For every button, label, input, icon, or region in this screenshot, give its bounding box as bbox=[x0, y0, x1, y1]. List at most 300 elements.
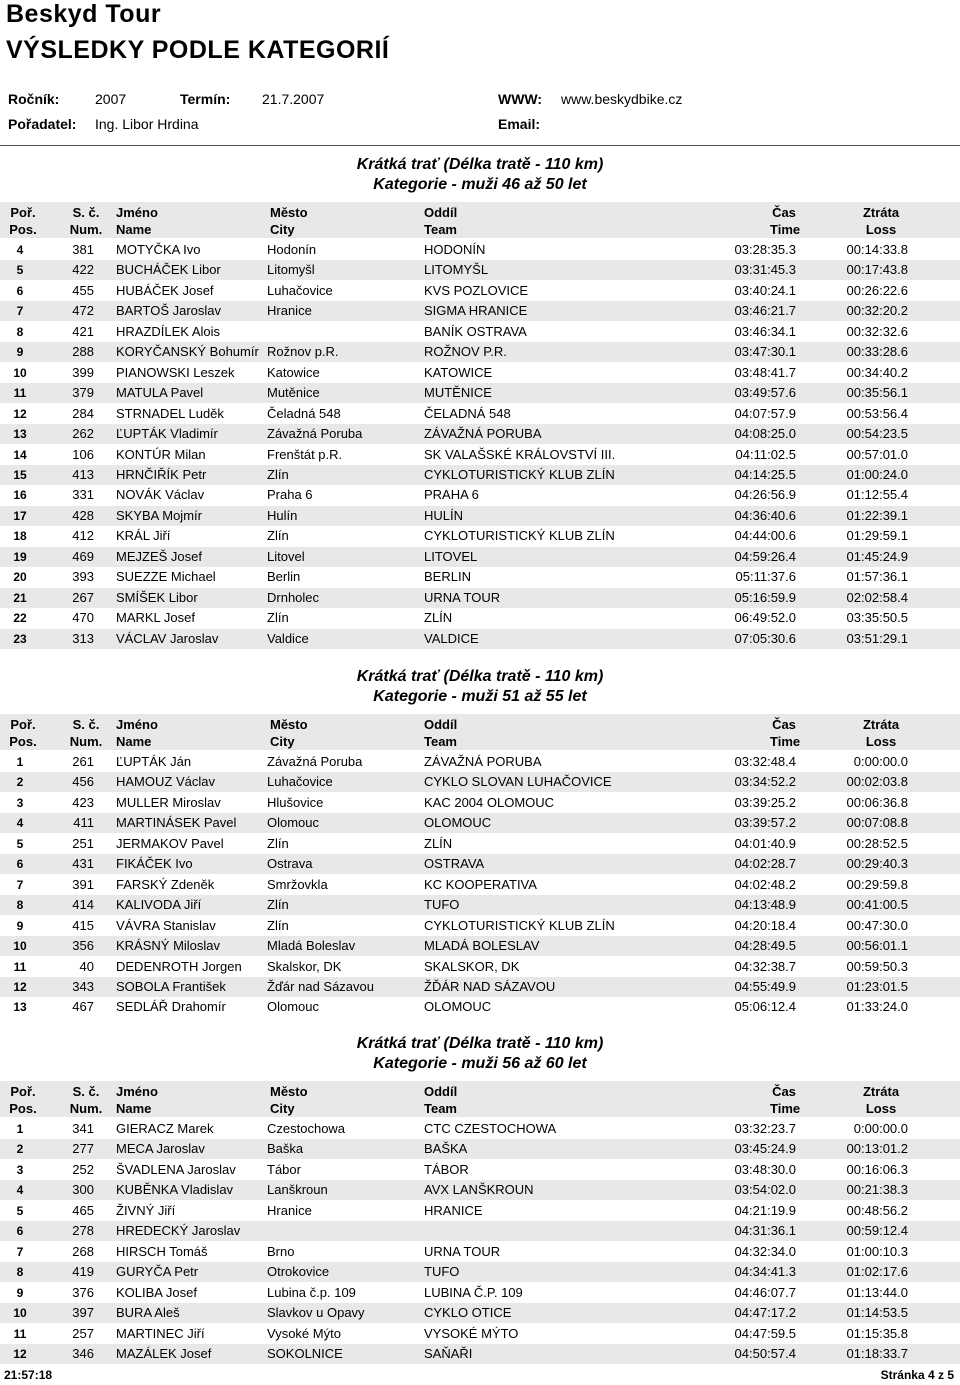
cell-loss: 00:34:40.2 bbox=[846, 364, 908, 380]
cell-num: 379 bbox=[72, 385, 94, 401]
column-header-name-cz: Jméno bbox=[116, 717, 158, 732]
cell-loss: 0:00:00.0 bbox=[853, 754, 908, 769]
cell-team: CYKLOTURISTICKÝ KLUB ZLÍN bbox=[424, 917, 615, 933]
cell-pos: 12 bbox=[13, 979, 27, 994]
cell-name: ĽUPTÁK Vladimír bbox=[116, 426, 218, 442]
column-header-time-en: Time bbox=[770, 1101, 801, 1116]
cell-num: 343 bbox=[72, 978, 94, 994]
cell-num: 252 bbox=[72, 1161, 94, 1177]
cell-name: ĽUPTÁK Ján bbox=[116, 754, 192, 769]
cell-city: Lubina č.p. 109 bbox=[267, 1284, 356, 1300]
cell-team: HRANICE bbox=[424, 1202, 483, 1218]
cell-pos: 4 bbox=[16, 243, 24, 257]
table-row bbox=[0, 465, 960, 485]
table-row bbox=[0, 997, 960, 1017]
cell-name: HRAZDÍLEK Alois bbox=[116, 323, 221, 339]
table-row bbox=[0, 506, 960, 526]
cell-city: Lanškroun bbox=[267, 1182, 328, 1198]
cell-city: Tábor bbox=[267, 1161, 301, 1177]
table-row bbox=[0, 793, 960, 813]
cell-team: LUBINA Č.P. 109 bbox=[424, 1284, 523, 1300]
cell-city: Praha 6 bbox=[267, 487, 313, 503]
cell-team: ŽĎÁR NAD SÁZAVOU bbox=[424, 978, 556, 994]
column-header-time-en: Time bbox=[770, 734, 801, 749]
cell-loss: 01:33:24.0 bbox=[846, 999, 908, 1015]
cell-name: FARSKÝ Zdeněk bbox=[116, 876, 215, 892]
table-row bbox=[0, 813, 960, 833]
column-header-loss-cz: Ztráta bbox=[862, 717, 900, 732]
cell-pos: 5 bbox=[16, 263, 24, 278]
poradatel-value: Ing. Libor Hrdina bbox=[95, 116, 199, 132]
cell-loss: 01:14:53.5 bbox=[846, 1305, 908, 1321]
cell-num: 268 bbox=[72, 1243, 94, 1259]
cell-city: Ostrava bbox=[267, 856, 313, 872]
table-row bbox=[0, 629, 960, 649]
table-row bbox=[0, 977, 960, 997]
column-header-team-cz: Oddíl bbox=[424, 205, 458, 220]
cell-num: 106 bbox=[72, 446, 94, 462]
cell-team: TUFO bbox=[424, 897, 460, 913]
cell-pos: 20 bbox=[13, 570, 27, 585]
cell-num: 415 bbox=[72, 917, 94, 933]
termin-value: 21.7.2007 bbox=[262, 91, 325, 107]
cell-city: Hranice bbox=[267, 1202, 312, 1218]
cell-city: Žďár nad Sázavou bbox=[267, 978, 374, 994]
cell-pos: 22 bbox=[13, 611, 27, 626]
table-row bbox=[0, 916, 960, 936]
table-row bbox=[0, 383, 960, 403]
cell-pos: 7 bbox=[16, 304, 24, 319]
cell-time: 03:47:30.1 bbox=[734, 344, 796, 360]
cell-loss: 00:53:56.4 bbox=[846, 405, 908, 421]
cell-time: 04:34:41.3 bbox=[734, 1264, 796, 1280]
column-header-loss-cz: Ztráta bbox=[862, 205, 900, 220]
table-row bbox=[0, 1283, 960, 1303]
table-row bbox=[0, 1303, 960, 1323]
cell-city: Zlín bbox=[267, 466, 289, 482]
cell-name: KRÁSNÝ Miloslav bbox=[116, 938, 221, 954]
cell-city: Czestochowa bbox=[267, 1121, 346, 1136]
cell-loss: 01:22:39.1 bbox=[846, 507, 908, 523]
cell-team: BAŠKA bbox=[424, 1141, 468, 1157]
cell-pos: 4 bbox=[16, 816, 24, 831]
cell-pos: 3 bbox=[16, 1162, 24, 1177]
table-row bbox=[0, 1221, 960, 1241]
table-row bbox=[0, 834, 960, 854]
cell-team: TUFO bbox=[424, 1264, 460, 1280]
cell-team: OLOMOUC bbox=[424, 815, 492, 831]
cell-time: 04:32:38.7 bbox=[734, 958, 796, 974]
cell-loss: 00:32:20.2 bbox=[846, 303, 908, 319]
column-header-time-cz: Čas bbox=[772, 205, 796, 220]
cell-pos: 21 bbox=[13, 590, 27, 605]
cell-loss: 00:32:32.6 bbox=[846, 323, 908, 339]
cell-loss: 01:29:59.1 bbox=[846, 528, 908, 544]
cell-name: KORYČANSKÝ Bohumír bbox=[116, 344, 259, 360]
cell-num: 455 bbox=[72, 282, 94, 298]
cell-name: SUEZZE Michael bbox=[116, 569, 216, 585]
cell-pos: 9 bbox=[16, 345, 24, 360]
table-row bbox=[0, 588, 960, 608]
cell-city: Zlín bbox=[267, 917, 289, 933]
column-header-num-en: Num. bbox=[69, 734, 103, 749]
table-row bbox=[0, 547, 960, 567]
cell-time: 04:55:49.9 bbox=[734, 978, 796, 994]
column-header-city-en: City bbox=[270, 734, 295, 749]
cell-name: MATULA Pavel bbox=[116, 385, 204, 401]
cell-num: 262 bbox=[72, 426, 94, 442]
cell-time: 03:34:52.2 bbox=[734, 774, 796, 790]
cell-time: 04:07:57.9 bbox=[734, 405, 796, 421]
table-row bbox=[0, 752, 960, 772]
cell-num: 421 bbox=[72, 323, 94, 339]
cell-num: 40 bbox=[79, 958, 94, 974]
cell-name: MARTINEC Jiří bbox=[116, 1325, 205, 1341]
section-category-title: Kategorie - muži 46 až 50 let bbox=[373, 176, 587, 193]
table-row bbox=[0, 1180, 960, 1200]
cell-city: Luhačovice bbox=[267, 282, 333, 298]
cell-city: Olomouc bbox=[267, 999, 320, 1015]
column-header-pos-en: Pos. bbox=[9, 734, 37, 749]
cell-time: 03:46:34.1 bbox=[734, 323, 796, 339]
cell-team: ZLÍN bbox=[424, 610, 453, 626]
cell-name: HIRSCH Tomáš bbox=[116, 1243, 208, 1259]
cell-loss: 00:41:00.5 bbox=[846, 897, 908, 913]
cell-team: OLOMOUC bbox=[424, 999, 492, 1015]
cell-num: 414 bbox=[72, 897, 94, 913]
cell-name: BARTOŠ Jaroslav bbox=[116, 303, 222, 319]
table-header bbox=[0, 202, 960, 238]
cell-time: 04:32:34.0 bbox=[734, 1243, 796, 1259]
section-track-title: Krátká trať (Délka tratě - 110 km) bbox=[356, 1035, 604, 1052]
cell-loss: 01:57:36.1 bbox=[846, 569, 908, 585]
cell-num: 399 bbox=[72, 364, 94, 380]
cell-team: URNA TOUR bbox=[424, 1243, 501, 1259]
cell-team: MUTĚNICE bbox=[424, 385, 492, 401]
table-row bbox=[0, 445, 960, 465]
cell-time: 03:39:25.2 bbox=[734, 794, 796, 810]
cell-num: 469 bbox=[72, 548, 94, 564]
table-header bbox=[0, 714, 960, 750]
column-header-name-en: Name bbox=[116, 734, 152, 749]
cell-loss: 02:02:58.4 bbox=[846, 589, 908, 605]
cell-num: 278 bbox=[72, 1223, 94, 1239]
cell-team: SKALSKOR, DK bbox=[424, 958, 520, 974]
cell-name: HRNČIŘÍK Petr bbox=[116, 466, 207, 482]
cell-city: Drnholec bbox=[267, 589, 320, 605]
cell-pos: 13 bbox=[13, 1000, 27, 1015]
cell-name: KOLIBA Josef bbox=[116, 1284, 197, 1300]
cell-pos: 6 bbox=[16, 1224, 24, 1239]
cell-time: 03:32:48.4 bbox=[734, 754, 796, 769]
cell-name: MULLER Miroslav bbox=[116, 794, 221, 810]
table-row bbox=[0, 772, 960, 792]
cell-loss: 00:28:52.5 bbox=[846, 835, 908, 851]
table-row bbox=[0, 1344, 960, 1364]
page-title: Beskyd Tour bbox=[6, 0, 162, 28]
cell-loss: 00:48:56.2 bbox=[846, 1202, 908, 1218]
column-header-team-en: Team bbox=[424, 734, 457, 749]
cell-time: 04:44:00.6 bbox=[734, 528, 796, 544]
cell-num: 393 bbox=[72, 569, 94, 585]
cell-time: 03:39:57.2 bbox=[734, 815, 796, 831]
cell-team: URNA TOUR bbox=[424, 589, 501, 605]
cell-city: Baška bbox=[267, 1141, 304, 1157]
cell-city: Slavkov u Opavy bbox=[267, 1305, 365, 1321]
cell-team: ZÁVAŽNÁ PORUBA bbox=[424, 754, 542, 769]
cell-loss: 00:59:12.4 bbox=[846, 1223, 908, 1239]
table-row bbox=[0, 1262, 960, 1282]
cell-pos: 9 bbox=[16, 918, 24, 933]
cell-team: BANÍK OSTRAVA bbox=[424, 323, 527, 339]
section-category-title: Kategorie - muži 56 až 60 let bbox=[373, 1055, 587, 1072]
cell-num: 267 bbox=[72, 589, 94, 605]
cell-loss: 01:12:55.4 bbox=[846, 487, 908, 503]
cell-loss: 0:00:00.0 bbox=[853, 1121, 908, 1136]
cell-name: MAZÁLEK Josef bbox=[116, 1345, 212, 1361]
cell-team: SAŇAŘI bbox=[424, 1345, 473, 1361]
cell-loss: 00:56:01.1 bbox=[846, 938, 908, 954]
cell-city: Litomyšl bbox=[267, 262, 315, 278]
table-row bbox=[0, 301, 960, 321]
table-row bbox=[0, 875, 960, 895]
rocnik-label: Ročník: bbox=[8, 91, 60, 107]
cell-time: 04:31:36.1 bbox=[734, 1223, 796, 1239]
cell-num: 381 bbox=[72, 242, 94, 257]
cell-team: LITOMYŠL bbox=[424, 262, 489, 278]
cell-time: 04:28:49.5 bbox=[734, 938, 796, 954]
table-row bbox=[0, 404, 960, 424]
table-row bbox=[0, 322, 960, 342]
cell-num: 376 bbox=[72, 1284, 94, 1300]
cell-pos: 11 bbox=[13, 1326, 27, 1341]
cell-num: 277 bbox=[72, 1141, 94, 1157]
cell-pos: 3 bbox=[16, 795, 24, 810]
cell-pos: 8 bbox=[16, 1265, 24, 1280]
rocnik-value: 2007 bbox=[95, 91, 127, 107]
cell-time: 06:49:52.0 bbox=[734, 610, 796, 626]
cell-num: 261 bbox=[72, 754, 94, 769]
cell-city: Zlín bbox=[267, 610, 289, 626]
cell-city: Zlín bbox=[267, 528, 289, 544]
column-header-team-cz: Oddíl bbox=[424, 717, 458, 732]
cell-city: Hulín bbox=[267, 507, 298, 523]
table-row bbox=[0, 526, 960, 546]
cell-team: CYKLO OTICE bbox=[424, 1305, 512, 1321]
column-header-city-cz: Město bbox=[270, 1084, 308, 1099]
column-header-num-en: Num. bbox=[69, 222, 103, 237]
cell-city: Závažná Poruba bbox=[267, 426, 363, 442]
cell-name: KALIVODA Jiří bbox=[116, 897, 202, 913]
column-header-team-cz: Oddíl bbox=[424, 1084, 458, 1099]
cell-loss: 00:54:23.5 bbox=[846, 426, 908, 442]
section-track-title: Krátká trať (Délka tratě - 110 km) bbox=[356, 156, 604, 173]
column-header-loss-en: Loss bbox=[865, 1101, 897, 1116]
cell-name: HUBÁČEK Josef bbox=[116, 282, 214, 298]
cell-city: Litovel bbox=[267, 548, 305, 564]
cell-pos: 9 bbox=[16, 1285, 24, 1300]
cell-num: 341 bbox=[72, 1121, 94, 1136]
cell-city: Katowice bbox=[267, 364, 320, 380]
table-row bbox=[0, 424, 960, 444]
cell-team: CYKLO SLOVAN LUHAČOVICE bbox=[424, 774, 612, 790]
cell-name: GURYČA Petr bbox=[116, 1264, 199, 1280]
column-header-city-cz: Město bbox=[270, 717, 308, 732]
cell-time: 04:02:28.7 bbox=[734, 856, 796, 872]
cell-name: DEDENROTH Jorgen bbox=[116, 958, 242, 974]
cell-city: Zlín bbox=[267, 897, 289, 913]
cell-loss: 00:13:01.2 bbox=[846, 1141, 908, 1157]
column-header-num-cz: S. č. bbox=[72, 717, 100, 732]
cell-time: 03:40:24.1 bbox=[734, 282, 796, 298]
cell-pos: 8 bbox=[16, 898, 24, 913]
cell-time: 04:21:19.9 bbox=[734, 1202, 796, 1218]
cell-loss: 00:14:33.8 bbox=[846, 242, 908, 257]
cell-team: KAC 2004 OLOMOUC bbox=[424, 794, 555, 810]
cell-pos: 2 bbox=[16, 775, 24, 790]
column-header-loss-cz: Ztráta bbox=[862, 1084, 900, 1099]
cell-pos: 12 bbox=[13, 406, 27, 421]
cell-city: Mladá Boleslav bbox=[267, 938, 356, 954]
column-header-time-en: Time bbox=[770, 222, 801, 237]
section-track-title: Krátká trať (Délka tratě - 110 km) bbox=[356, 668, 604, 685]
www-label: WWW: bbox=[498, 91, 543, 107]
cell-team: OSTRAVA bbox=[424, 856, 485, 872]
cell-loss: 01:23:01.5 bbox=[846, 978, 908, 994]
table-row bbox=[0, 281, 960, 301]
cell-loss: 00:21:38.3 bbox=[846, 1182, 908, 1198]
cell-loss: 03:35:50.5 bbox=[846, 610, 908, 626]
cell-name: JERMAKOV Pavel bbox=[116, 835, 224, 851]
cell-loss: 00:47:30.0 bbox=[846, 917, 908, 933]
cell-city: Berlin bbox=[267, 569, 301, 585]
column-header-num-cz: S. č. bbox=[72, 205, 100, 220]
table-row bbox=[0, 895, 960, 915]
cell-pos: 18 bbox=[13, 529, 27, 544]
cell-loss: 00:59:50.3 bbox=[846, 958, 908, 974]
column-header-team-en: Team bbox=[424, 222, 457, 237]
cell-name: VÁCLAV Jaroslav bbox=[116, 630, 219, 646]
cell-city: SOKOLNICE bbox=[267, 1345, 343, 1361]
cell-name: VÁVRA Stanislav bbox=[116, 917, 216, 933]
cell-time: 04:08:25.0 bbox=[734, 426, 796, 442]
table-row bbox=[0, 1324, 960, 1344]
cell-pos: 6 bbox=[16, 283, 24, 298]
cell-team: SIGMA HRANICE bbox=[424, 303, 528, 319]
column-header-time-cz: Čas bbox=[772, 717, 796, 732]
cell-num: 413 bbox=[72, 466, 94, 482]
cell-city: Závažná Poruba bbox=[267, 754, 363, 769]
cell-loss: 01:18:33.7 bbox=[846, 1345, 908, 1361]
cell-team: PRAHA 6 bbox=[424, 487, 479, 503]
cell-loss: 03:51:29.1 bbox=[846, 630, 908, 646]
termin-label: Termín: bbox=[180, 91, 231, 107]
cell-city: Brno bbox=[267, 1243, 295, 1259]
cell-num: 472 bbox=[72, 303, 94, 319]
cell-time: 04:46:07.7 bbox=[734, 1284, 796, 1300]
cell-num: 331 bbox=[72, 487, 94, 503]
cell-pos: 6 bbox=[16, 857, 24, 872]
cell-pos: 7 bbox=[16, 1244, 24, 1259]
cell-pos: 10 bbox=[13, 939, 27, 954]
cell-time: 04:14:25.5 bbox=[734, 466, 796, 482]
cell-loss: 01:13:44.0 bbox=[846, 1284, 908, 1300]
cell-loss: 01:00:10.3 bbox=[846, 1243, 908, 1259]
table-row bbox=[0, 608, 960, 628]
cell-num: 419 bbox=[72, 1264, 94, 1280]
cell-name: MOTYČKA Ivo bbox=[116, 242, 201, 257]
cell-team: VYSOKÉ MÝTO bbox=[424, 1325, 519, 1341]
cell-time: 04:47:59.5 bbox=[734, 1325, 796, 1341]
cell-team: ZÁVAŽNÁ PORUBA bbox=[424, 426, 542, 442]
cell-num: 251 bbox=[72, 835, 94, 851]
cell-name: HAMOUZ Václav bbox=[116, 774, 215, 790]
cell-loss: 00:02:03.8 bbox=[846, 774, 908, 790]
www-link[interactable]: www.beskydbike.cz bbox=[561, 91, 683, 107]
cell-time: 04:01:40.9 bbox=[734, 835, 796, 851]
column-header-pos-cz: Poř. bbox=[10, 1084, 36, 1099]
cell-pos: 14 bbox=[13, 447, 27, 462]
cell-city: Hlušovice bbox=[267, 794, 324, 810]
cell-name: SMÍŠEK Libor bbox=[116, 589, 198, 605]
column-header-num-cz: S. č. bbox=[72, 1084, 100, 1099]
cell-city: Smržovkla bbox=[267, 876, 328, 892]
cell-loss: 00:35:56.1 bbox=[846, 385, 908, 401]
table-row bbox=[0, 936, 960, 956]
cell-num: 288 bbox=[72, 344, 94, 360]
footer-time: 21:57:18 bbox=[4, 1368, 53, 1382]
cell-name: KRÁL Jiří bbox=[116, 528, 171, 544]
cell-city: Rožnov p.R. bbox=[267, 344, 339, 360]
cell-time: 03:49:57.6 bbox=[734, 385, 796, 401]
cell-name: SOBOLA František bbox=[116, 978, 226, 994]
cell-time: 03:28:35.3 bbox=[734, 242, 796, 257]
cell-time: 03:48:30.0 bbox=[734, 1161, 796, 1177]
cell-team: AVX LANŠKROUN bbox=[424, 1182, 534, 1198]
cell-pos: 16 bbox=[13, 488, 27, 503]
cell-time: 04:26:56.9 bbox=[734, 487, 796, 503]
table-row bbox=[0, 854, 960, 874]
cell-team: VALDICE bbox=[424, 630, 479, 646]
column-header-name-en: Name bbox=[116, 222, 152, 237]
table-row bbox=[0, 260, 960, 280]
cell-team: LITOVEL bbox=[424, 548, 478, 564]
table-row bbox=[0, 1139, 960, 1159]
cell-time: 05:11:37.6 bbox=[735, 569, 796, 585]
cell-name: MARKL Josef bbox=[116, 610, 195, 626]
cell-num: 428 bbox=[72, 507, 94, 523]
cell-loss: 01:45:24.9 bbox=[846, 548, 908, 564]
cell-name: BURA Aleš bbox=[116, 1305, 180, 1321]
cell-pos: 7 bbox=[16, 877, 24, 892]
cell-time: 04:47:17.2 bbox=[734, 1305, 796, 1321]
cell-num: 422 bbox=[72, 262, 94, 278]
cell-pos: 2 bbox=[16, 1142, 24, 1157]
cell-pos: 19 bbox=[13, 549, 27, 564]
cell-num: 313 bbox=[72, 630, 94, 646]
header-divider bbox=[0, 145, 960, 146]
cell-pos: 13 bbox=[13, 427, 27, 442]
cell-pos: 1 bbox=[16, 1122, 24, 1136]
cell-name: HREDECKÝ Jaroslav bbox=[116, 1223, 241, 1239]
section-category-title: Kategorie - muži 51 až 55 let bbox=[373, 688, 587, 705]
table-row bbox=[0, 1242, 960, 1262]
cell-name: PIANOWSKI Leszek bbox=[116, 364, 235, 380]
column-header-pos-cz: Poř. bbox=[10, 717, 36, 732]
cell-team: TÁBOR bbox=[424, 1161, 469, 1177]
cell-time: 04:13:48.9 bbox=[734, 897, 796, 913]
table-row bbox=[0, 342, 960, 362]
